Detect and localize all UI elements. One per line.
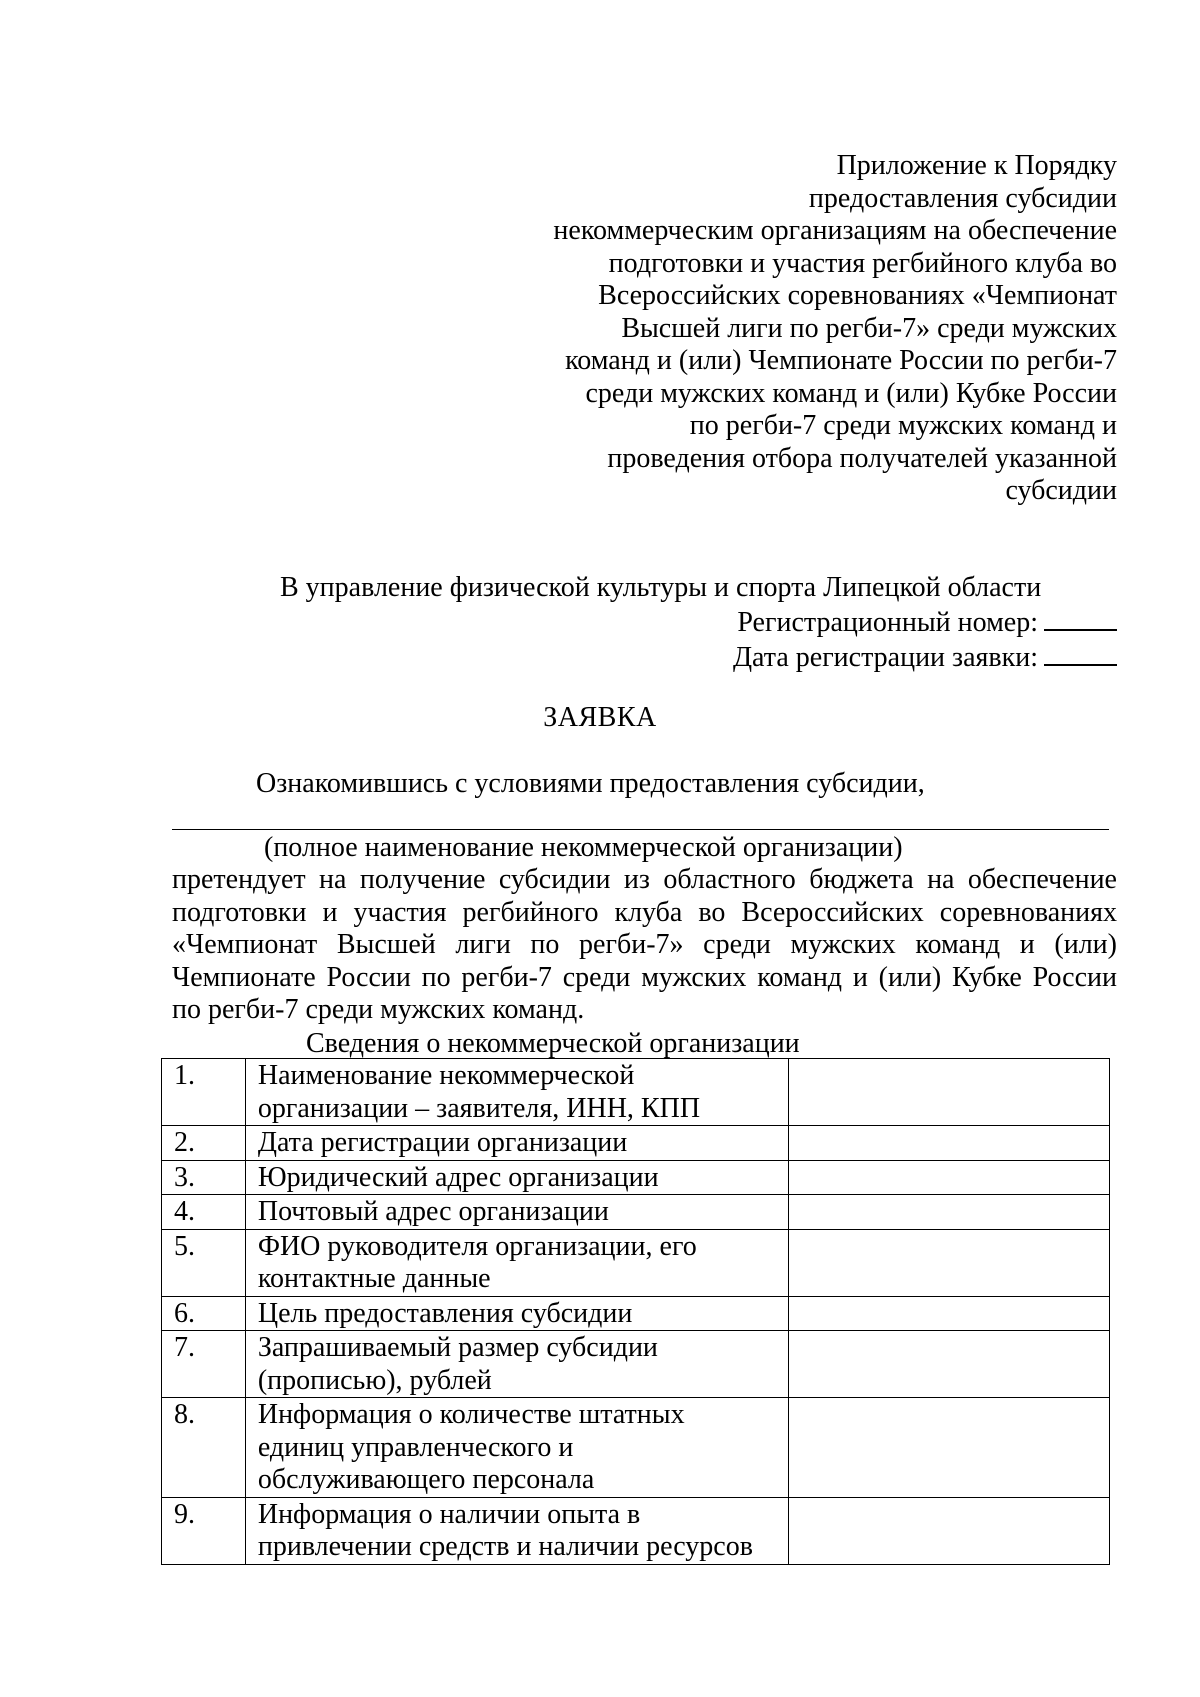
row-label-line: обслуживающего персонала [257,1464,595,1495]
row-value-cell[interactable] [788,1059,1109,1126]
paragraph-line: Чемпионате России по регби-7 среди мужских команд и (или) Кубке России [172,961,1117,993]
table-row [162,1497,1110,1564]
row-value-cell[interactable] [788,1296,1109,1331]
table-row [162,1059,1110,1126]
row-value-cell[interactable] [788,1160,1109,1195]
claim-paragraph [172,864,1117,1027]
row-value-cell[interactable] [788,1195,1109,1230]
row-label-line: привлечении средств и наличии ресурсов [257,1531,753,1562]
table-row [162,1126,1110,1161]
row-label [245,1296,788,1331]
row-value-cell[interactable] [788,1497,1109,1564]
row-label-line: Запрашиваемый размер субсидии [257,1332,658,1363]
row-label-line: ФИО руководителя организации, его [257,1230,697,1262]
registration-date-blank[interactable] [1044,640,1117,666]
appendix-line: Всероссийских соревнованиях «Чемпионат [598,280,1117,311]
appendix-line: по регби-7 среди мужских команд и [689,410,1117,441]
appendix-line: команд и (или) Чемпионате России по регби-7 [565,345,1117,376]
row-label-line: контактные данные [257,1263,491,1294]
row-label [245,1229,788,1296]
table-row [162,1398,1110,1498]
registration-number-row [733,605,1117,640]
row-number: 4. [162,1195,246,1230]
appendix-line: среди мужских команд и (или) Кубке России [585,377,1117,409]
row-number: 6. [162,1296,246,1331]
intro-text: Ознакомившись с условиями предоставления субсидии, [256,768,925,799]
registration-number-blank[interactable] [1044,605,1117,631]
paragraph-line: «Чемпионат Высшей лиги по регби-7» среди мужских команд и (или) [172,929,1117,960]
org-name-blank-line[interactable] [172,829,1109,830]
row-value-cell[interactable] [788,1229,1109,1296]
row-number: 3. [162,1160,246,1195]
row-label-line: Почтовый адрес организации [257,1196,609,1227]
registration-number-label: Регистрационный номер: [737,607,1038,638]
row-label [245,1126,788,1161]
appendix-header [497,150,1117,508]
org-info-table [161,1058,1110,1565]
row-label-line: (прописью), рублей [257,1364,492,1396]
document-title: ЗАЯВКА [543,702,657,733]
row-label-line: Информация о наличии опыта в [257,1498,641,1530]
row-label [245,1398,788,1498]
registration-block [733,605,1117,674]
table-row [162,1195,1110,1230]
row-number: 9. [162,1497,246,1564]
addressee: В управление физической культуры и спорта Липецкой области [280,572,1042,603]
appendix-line: субсидии [1005,475,1117,506]
row-number: 5. [162,1229,246,1296]
registration-date-label: Дата регистрации заявки: [732,641,1038,673]
row-label-line: Цель предоставления субсидии [257,1297,633,1329]
row-label-line: Дата регистрации организации [257,1127,628,1158]
appendix-line: подготовки и участия регбийного клуба во [608,247,1117,279]
table-row [162,1331,1110,1398]
row-number: 2. [162,1126,246,1161]
appendix-line: проведения отбора получателей указанной [607,442,1117,474]
appendix-line: предоставления субсидии [808,182,1117,214]
row-number: 1. [162,1059,246,1126]
table-row [162,1296,1110,1331]
row-label [245,1160,788,1195]
row-value-cell[interactable] [788,1126,1109,1161]
table-caption: Сведения о некоммерческой организации [306,1028,800,1059]
row-label [245,1497,788,1564]
row-label-line: Информация о количестве штатных [257,1399,685,1430]
row-label-line: Наименование некоммерческой [257,1060,635,1091]
paragraph-line: по регби-7 среди мужских команд. [172,994,585,1025]
appendix-line: некоммерческим организациям на обеспечение [553,215,1117,246]
row-label-line: Юридический адрес организации [257,1161,659,1193]
paragraph-line: претендует на получение субсидии из областного бюджета на обеспечение [172,864,1117,895]
appendix-line: Высшей лиги по регби-7» среди мужских [621,312,1117,344]
row-number: 7. [162,1331,246,1398]
row-number: 8. [162,1398,246,1498]
registration-date-row [733,640,1117,675]
row-label-line: единиц управленческого и [257,1431,574,1463]
paragraph-line: подготовки и участия регбийного клуба во Всероссийских соревнованиях [172,896,1117,928]
org-name-caption: (полное наименование некоммерческой организации) [264,832,903,863]
appendix-line: Приложение к Порядку [836,150,1117,181]
row-label [245,1331,788,1398]
table-row [162,1229,1110,1296]
row-value-cell[interactable] [788,1398,1109,1498]
row-label-line: организации – заявителя, ИНН, КПП [257,1092,701,1124]
row-label [245,1059,788,1126]
table-row [162,1160,1110,1195]
row-value-cell[interactable] [788,1331,1109,1398]
row-label [245,1195,788,1230]
